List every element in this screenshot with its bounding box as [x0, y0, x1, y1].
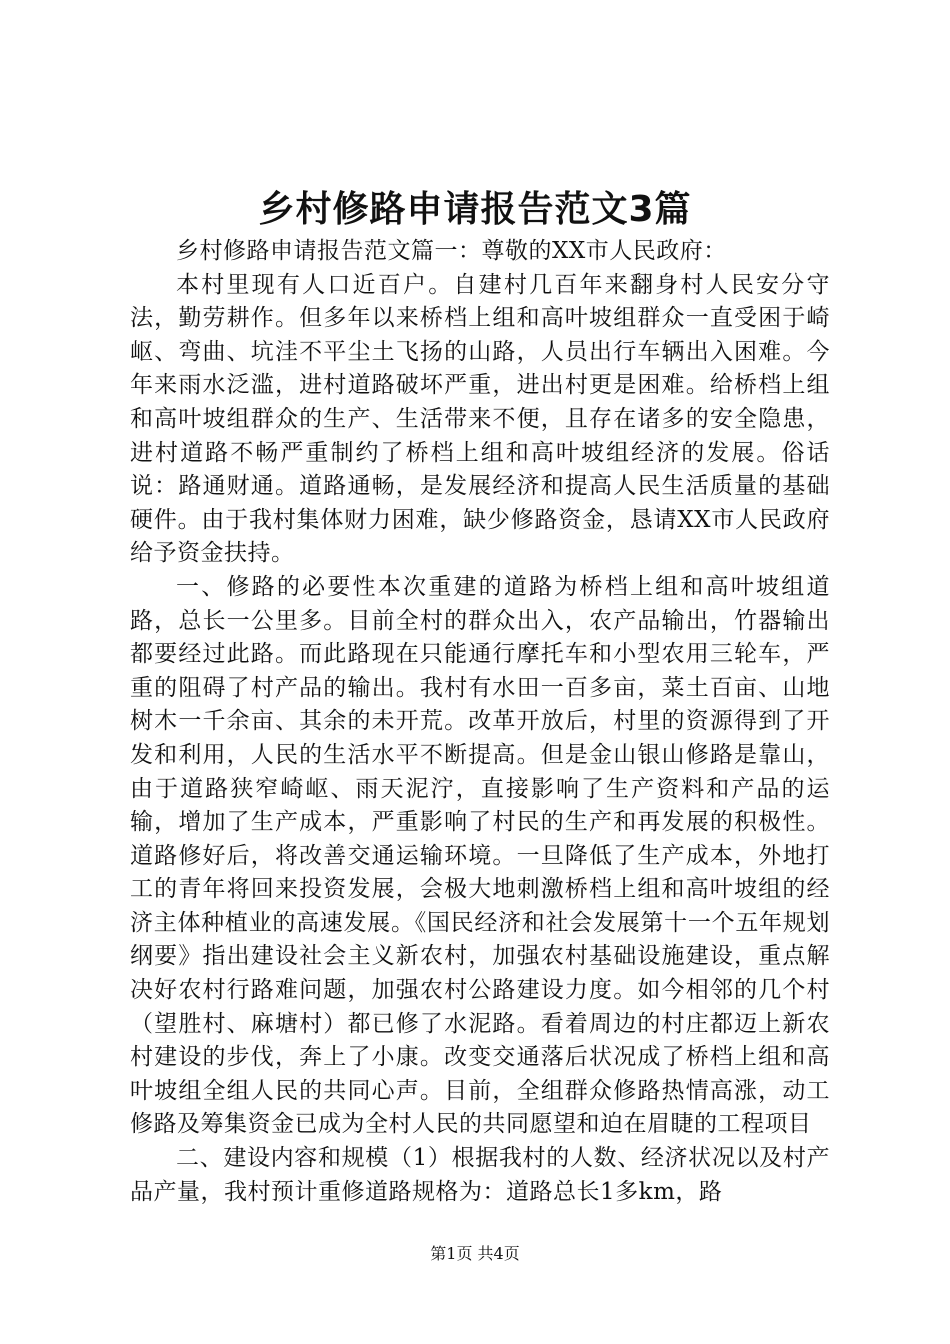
paragraph-salutation: 乡村修路申请报告范文篇一：尊敬的XX市人民政府： [176, 238, 727, 264]
paragraph-construction-scope: 二、建设内容和规模（1）根据我村的人数、经济状况以及村产品产量，我村预计重修道路规格为：道路总长1多km，路 [130, 1145, 830, 1205]
document-title: 乡村修路申请报告范文3篇 [258, 189, 692, 230]
document-body [130, 235, 830, 1209]
page-number-footer: 第1页 共4页 [430, 1244, 520, 1263]
paragraph-necessity: 一、修路的必要性本次重建的道路为桥档上组和高叶坡组道路，总长一公里多。目前全村的群众出入，农产品输出，竹器输出都要经过此路。而此路现在只能通行摩托车和小型农用三轮车，严重的阻碍了村产品的输出。我村有水田一百多亩，菜土百亩、山地树木一千余亩、其余的未开荒。改革开放后，村里的资源得到了开发和利用，人民的生活水平不断提高。但是金山银山修路是靠山，由于道路狭窄崎岖、雨天泥泞，直接影响了生产资料和产品的运输，增加了生产成本，严重影响了村民的生产和再发展的积极性。道路修好后，将改善交通运输环境。一旦降低了生产成本，外地打工的青年将回来投资发展，会极大地刺激桥档上组和高叶坡组的经济主体种植业的高速发展。《国民经济和社会发展第十一个五年规划纲要》指出建设社会主义新农村，加强农村基础设施建设，重点解决好农村行路难问题，加强农村公路建设力度。如今相邻的几个村（望胜村、麻塘村）都已修了水泥路。看着周边的村庄都迈上新农村建设的步伐，奔上了小康。改变交通落后状况成了桥档上组和高叶坡组全组人民的共同心声。目前，全组群众修路热情高涨，动工修路及筹集资金已成为全村人民的共同愿望和迫在眉睫的工程项目 [130, 573, 830, 1138]
paragraph-background: 本村里现有人口近百户。自建村几百年来翻身村人民安分守法，勤劳耕作。但多年以来桥档上组和高叶坡组群众一直受困于崎岖、弯曲、坑洼不平尘土飞扬的山路，人员出行车辆出入困难。今年来雨水泛滥，进村道路破坏严重，进出村更是困难。给桥档上组和高叶坡组群众的生产、生活带来不便，且存在诸多的安全隐患，进村道路不畅严重制约了桥档上组和高叶坡组经济的发展。俗话说：路通财通。道路通畅，是发展经济和提高人民生活质量的基础硬件。由于我村集体财力困难，缺少修路资金，恳请XX市人民政府给予资金扶持。 [130, 271, 830, 567]
